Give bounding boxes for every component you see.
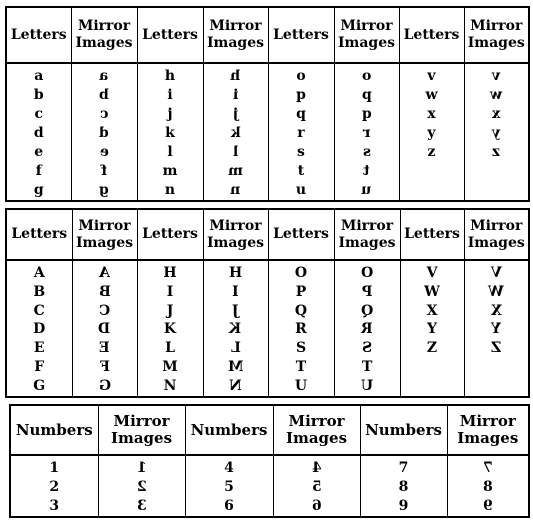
character: M bbox=[162, 358, 178, 375]
mirror-cell bbox=[273, 455, 360, 517]
character: w bbox=[425, 87, 438, 103]
mirror-character: 4 bbox=[311, 460, 322, 476]
letters-cell bbox=[137, 63, 203, 201]
uppercase-mirror-table bbox=[5, 208, 530, 398]
character: h bbox=[164, 68, 176, 84]
mirror-cell bbox=[203, 63, 268, 201]
mirror-images-header: Mirror Images bbox=[464, 7, 529, 63]
character: H bbox=[163, 265, 177, 281]
mirror-character: O bbox=[360, 265, 374, 281]
character: 1 bbox=[49, 460, 60, 476]
mirror-character: V bbox=[490, 265, 502, 281]
character: L bbox=[165, 340, 175, 357]
character: Z bbox=[426, 340, 438, 357]
mirror-character: E bbox=[99, 340, 110, 357]
character: C bbox=[33, 302, 45, 319]
letters-header: Letters bbox=[137, 7, 203, 63]
character: 3 bbox=[49, 498, 60, 514]
mirror-character: w bbox=[490, 87, 503, 103]
mirror-character: z bbox=[492, 144, 501, 160]
character: l bbox=[167, 144, 173, 160]
mirror-character: c bbox=[99, 106, 109, 122]
character: N bbox=[163, 377, 177, 394]
mirror-character: 3 bbox=[136, 498, 147, 514]
character: 6 bbox=[224, 498, 234, 514]
lowercase-mirror-table bbox=[5, 6, 530, 202]
mirror-character: U bbox=[360, 377, 374, 394]
character: f bbox=[35, 163, 42, 179]
mirror-character: 8 bbox=[482, 479, 493, 495]
numbers-header: Numbers bbox=[10, 405, 98, 455]
letters-cell bbox=[6, 260, 72, 397]
character: Y bbox=[427, 321, 437, 338]
mirror-character: I bbox=[232, 283, 239, 300]
character: O bbox=[294, 265, 308, 281]
mirror-character: u bbox=[361, 182, 372, 198]
mirror-character: P bbox=[361, 283, 373, 300]
mirror-cell bbox=[71, 63, 137, 201]
numbers-mirror-table bbox=[9, 404, 530, 518]
mirror-character: T bbox=[361, 358, 373, 375]
character: I bbox=[166, 283, 174, 300]
mirror-images-header: Mirror Images bbox=[273, 405, 360, 455]
mirror-cell bbox=[464, 260, 529, 397]
mirror-images-header: Mirror Images bbox=[71, 7, 137, 63]
mirror-character: J bbox=[232, 302, 239, 319]
mirror-cell bbox=[334, 63, 399, 201]
mirror-character: S bbox=[361, 340, 373, 357]
character: R bbox=[295, 321, 307, 338]
mirror-character: t bbox=[363, 163, 370, 179]
character: 9 bbox=[398, 498, 409, 514]
character: x bbox=[427, 106, 436, 122]
character: n bbox=[164, 182, 176, 198]
character: 7 bbox=[398, 460, 409, 476]
character: i bbox=[167, 87, 173, 103]
body-row bbox=[10, 455, 529, 517]
mirror-character: d bbox=[99, 125, 109, 141]
mirror-images-header: Mirror Images bbox=[447, 405, 529, 455]
mirror-character: 7 bbox=[482, 460, 493, 476]
character: 8 bbox=[398, 479, 409, 495]
letters-header: Letters bbox=[268, 7, 334, 63]
mirror-images-header: Mirror Images bbox=[72, 209, 137, 260]
character: D bbox=[33, 321, 46, 338]
character: E bbox=[33, 340, 45, 357]
character: b bbox=[33, 87, 44, 103]
character: t bbox=[297, 163, 305, 179]
mirror-character: i bbox=[232, 87, 239, 103]
character: F bbox=[34, 358, 45, 375]
header-row bbox=[10, 405, 529, 455]
character: o bbox=[296, 68, 306, 84]
numbers-cell bbox=[185, 455, 273, 517]
character: 5 bbox=[224, 479, 234, 495]
mirror-character: m bbox=[228, 163, 243, 179]
mirror-images-header: Mirror Images bbox=[334, 209, 400, 260]
mirror-character: D bbox=[98, 321, 111, 338]
character: Q bbox=[294, 302, 308, 319]
character: m bbox=[162, 163, 178, 179]
character: S bbox=[295, 340, 307, 357]
character: d bbox=[33, 125, 44, 141]
character: c bbox=[34, 106, 44, 122]
mirror-character: a bbox=[99, 68, 109, 84]
mirror-character: h bbox=[230, 68, 241, 84]
letters-header: Letters bbox=[400, 209, 464, 260]
mirror-character: q bbox=[361, 106, 372, 122]
mirror-images-header: Mirror Images bbox=[464, 209, 529, 260]
mirror-character: Y bbox=[491, 321, 502, 338]
letters-cell bbox=[6, 63, 71, 201]
mirror-character: p bbox=[361, 87, 372, 103]
character: 4 bbox=[224, 460, 234, 476]
letters-header: Letters bbox=[399, 7, 464, 63]
mirror-cell bbox=[98, 455, 185, 517]
letters-cell bbox=[268, 260, 334, 397]
mirror-character: x bbox=[492, 106, 501, 122]
mirror-cell bbox=[203, 260, 268, 397]
character: r bbox=[297, 125, 305, 141]
character: q bbox=[296, 106, 306, 122]
header-row bbox=[6, 209, 529, 260]
character: J bbox=[166, 302, 174, 319]
character: u bbox=[295, 182, 307, 198]
letters-header: Letters bbox=[137, 209, 203, 260]
mirror-images-header: Mirror Images bbox=[334, 7, 399, 63]
letters-header: Letters bbox=[6, 7, 71, 63]
mirror-character: r bbox=[362, 125, 371, 141]
mirror-character: B bbox=[98, 283, 111, 300]
mirror-images-header: Mirror Images bbox=[203, 7, 268, 63]
numbers-cell bbox=[360, 455, 447, 517]
character: k bbox=[165, 125, 175, 141]
mirror-images-header: Mirror Images bbox=[98, 405, 185, 455]
character: g bbox=[33, 182, 44, 198]
mirror-images-header: Mirror Images bbox=[203, 209, 268, 260]
mirror-cell bbox=[334, 260, 400, 397]
mirror-character: W bbox=[488, 283, 505, 300]
letters-cell bbox=[268, 63, 334, 201]
character: P bbox=[295, 283, 307, 300]
mirror-character: k bbox=[230, 125, 241, 141]
mirror-character: l bbox=[232, 144, 239, 160]
character: v bbox=[427, 68, 436, 84]
mirror-cell bbox=[72, 260, 137, 397]
mirror-character: 1 bbox=[136, 460, 147, 476]
character: K bbox=[163, 321, 177, 338]
numbers-header: Numbers bbox=[360, 405, 447, 455]
mirror-character: F bbox=[99, 358, 110, 375]
character: A bbox=[33, 265, 45, 281]
character: y bbox=[427, 125, 436, 141]
mirror-character: 5 bbox=[311, 479, 322, 495]
letters-cell bbox=[399, 63, 464, 201]
letters-header: Letters bbox=[268, 209, 334, 260]
mirror-character: y bbox=[492, 125, 501, 141]
header-row bbox=[6, 7, 529, 63]
character: G bbox=[33, 377, 46, 394]
character: e bbox=[34, 144, 44, 160]
numbers-cell bbox=[10, 455, 98, 517]
character: j bbox=[167, 106, 173, 122]
mirror-character: f bbox=[100, 163, 108, 179]
mirror-character: M bbox=[227, 358, 244, 375]
mirror-character: R bbox=[361, 321, 373, 338]
character: X bbox=[426, 302, 438, 319]
character: V bbox=[426, 265, 438, 281]
character: p bbox=[296, 87, 306, 103]
letters-header: Letters bbox=[6, 209, 72, 260]
mirror-character: A bbox=[99, 265, 110, 281]
letters-cell bbox=[400, 260, 464, 397]
mirror-character: G bbox=[98, 377, 111, 394]
mirror-character: N bbox=[229, 377, 242, 394]
body-row bbox=[6, 63, 529, 201]
mirror-character: 2 bbox=[136, 479, 147, 495]
mirror-character: Z bbox=[491, 340, 502, 357]
mirror-character: L bbox=[230, 340, 241, 357]
character: 2 bbox=[49, 479, 60, 495]
character: T bbox=[295, 358, 307, 375]
character: s bbox=[297, 144, 305, 160]
mirror-character: n bbox=[230, 182, 241, 198]
mirror-character: X bbox=[490, 302, 502, 319]
character: U bbox=[294, 377, 308, 394]
mirror-character: Q bbox=[360, 302, 374, 319]
letters-cell bbox=[137, 260, 203, 397]
mirror-character: g bbox=[99, 182, 109, 198]
mirror-cell bbox=[464, 63, 529, 201]
character: B bbox=[33, 283, 46, 300]
character: a bbox=[34, 68, 44, 84]
mirror-character: s bbox=[362, 144, 371, 160]
mirror-character: K bbox=[229, 321, 242, 338]
numbers-header: Numbers bbox=[185, 405, 273, 455]
mirror-character: j bbox=[232, 106, 239, 122]
mirror-character: 9 bbox=[482, 498, 493, 514]
mirror-character: H bbox=[228, 265, 243, 281]
character: z bbox=[427, 144, 436, 160]
body-row bbox=[6, 260, 529, 397]
mirror-character: e bbox=[99, 144, 109, 160]
mirror-character: v bbox=[492, 68, 501, 84]
mirror-cell bbox=[447, 455, 529, 517]
mirror-character: b bbox=[99, 87, 109, 103]
mirror-character: C bbox=[98, 302, 111, 319]
mirror-character: 6 bbox=[311, 498, 322, 514]
character: W bbox=[424, 283, 440, 300]
mirror-character: o bbox=[361, 68, 372, 84]
